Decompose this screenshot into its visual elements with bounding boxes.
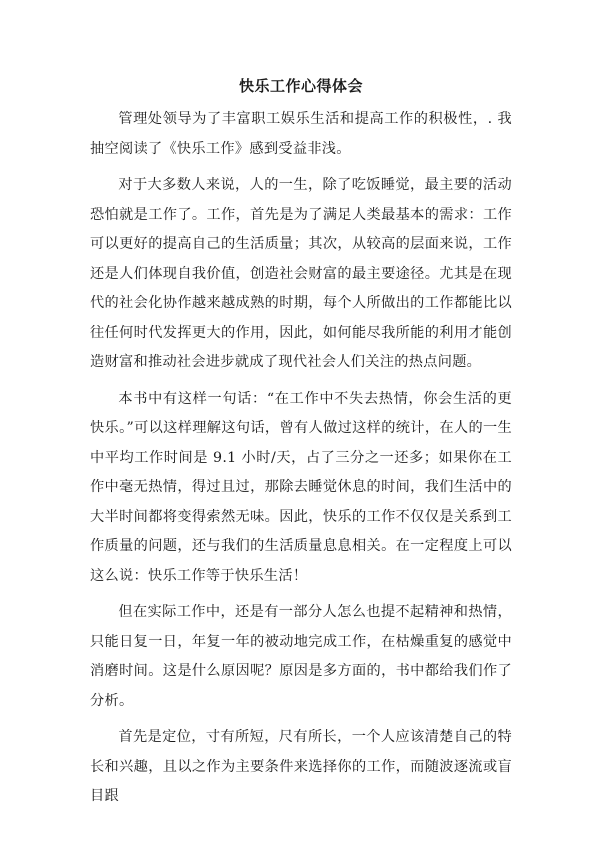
- paragraph-3: 本书中有这样一句话：“在工作中不失去热情，你会生活的更快乐。”可以这样理解这句话，曾有人做过这样的统计，在人的一生中平均工作时间是 9.1 小时/天，占了三分之一还多；如果你在工作中毫无热情，得过且过，那除去睡觉休息的时间，我们生活中的大半时间都将变得索然无味。因此，快乐的工作不仅仅是关系到工作质量的问题，还与我们的生活质量息息相关。在一定程度上可以这么说：快乐工作等于快乐生活！: [90, 390, 512, 584]
- document-page: [90, 74, 512, 819]
- paragraph-2: 对于大多数人来说，人的一生，除了吃饭睡觉，最主要的活动恐怕就是工作了。工作，首先是为了满足人类最基本的需求：工作可以更好的提高自己的生活质量；其次，从较高的层面来说，工作还是人们体现自我价值，创造社会财富的最主要途径。尤其是在现代的社会化协作越来越成熟的时期，每个人所做出的工作都能比以往任何时代发挥更大的作用，因此，如何能尽我所能的利用才能创造财富和推动社会进步就成了现代社会人们关注的热点问题。: [90, 177, 512, 370]
- document-title: 快乐工作心得体会: [238, 77, 363, 95]
- paragraph-4: 但在实际工作中，还是有一部分人怎么也提不起精神和热情，只能日复一日，年复一年的被动地完成工作，在枯燥重复的感觉中消磨时间。这是什么原因呢？原因是多方面的，书中都给我们作了分析。: [90, 604, 512, 709]
- paragraph-5: 首先是定位，寸有所短，尺有所长，一个人应该清楚自己的特长和兴趣，且以之作为主要条件来选择你的工作，而随波逐流或盲目跟: [90, 729, 512, 804]
- paragraph-1: 管理处领导为了丰富职工娱乐生活和提高工作的积极性，. 我抽空阅读了《快乐工作》感到受益非浅。: [90, 111, 512, 157]
